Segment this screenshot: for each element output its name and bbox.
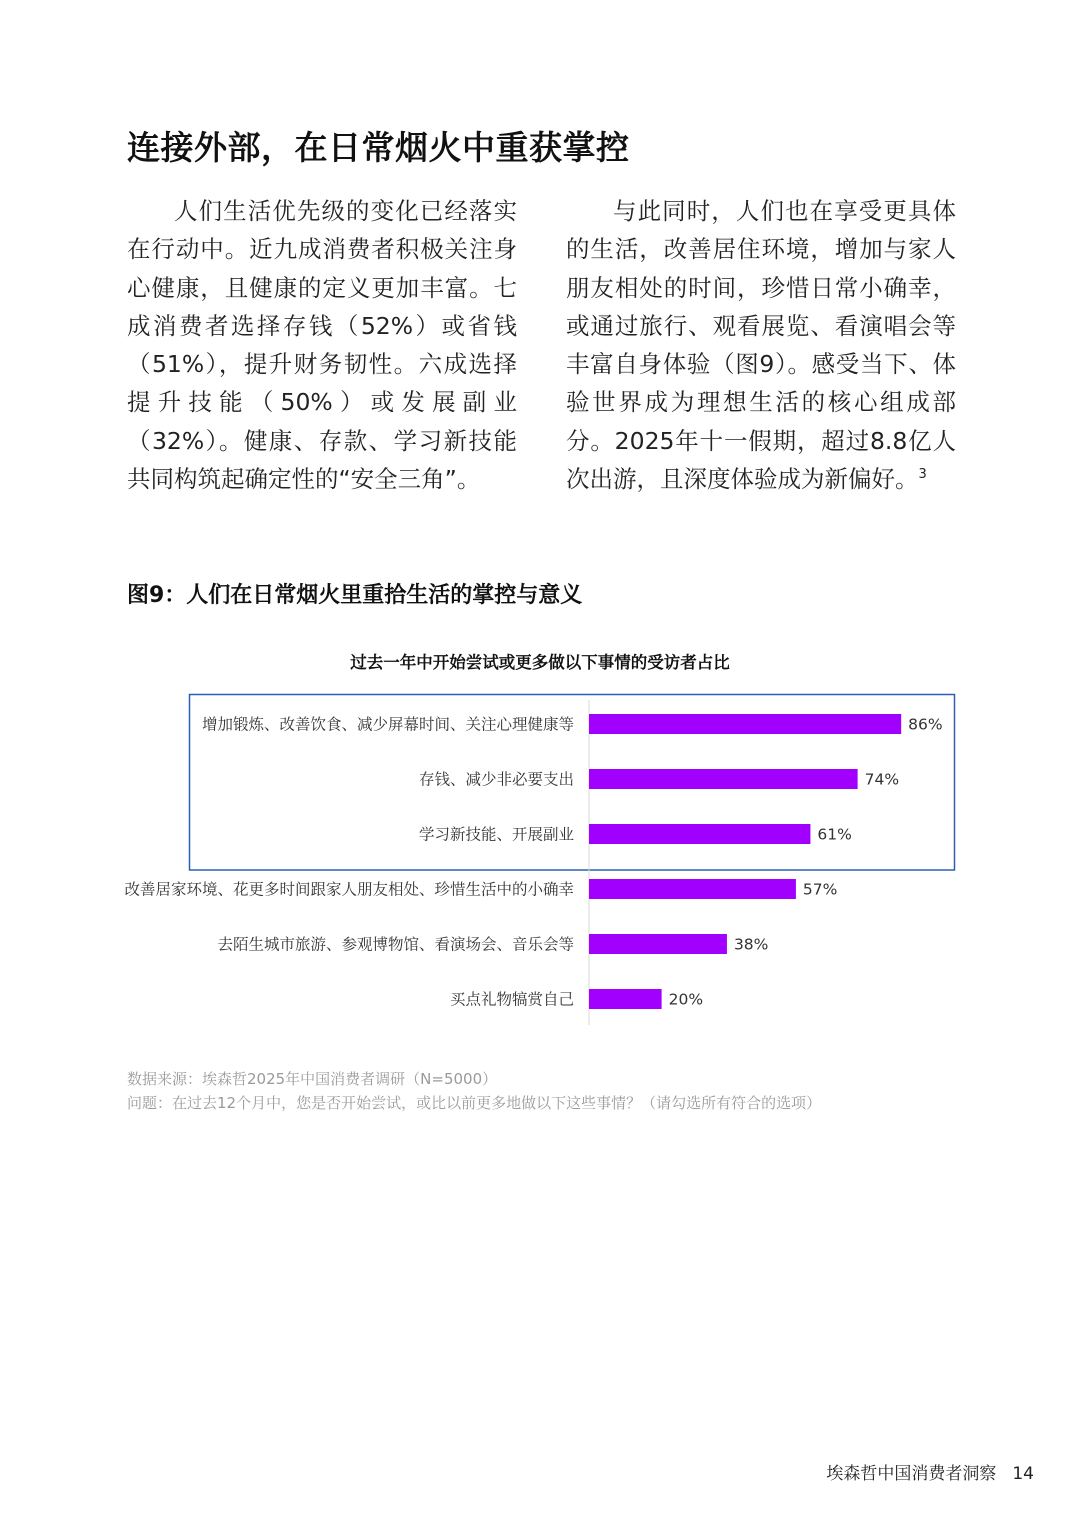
right-body-text-content: 与此同时，人们也在享受更具体的生活，改善居住环境，增加与家人朋友相处的时间，珍惜日常小确幸，或通过旅行、观看展览、看演唱会等丰富自身体验（图9）。感受当下、体验世界成为理想生活的核心组成部分。2025年十一假期，超过8.8亿人次出游，且深度体验成为新偏好。 [566,197,956,494]
question-line: 问题：在过去12个月中，您是否开始尝试，或比以前更多地做以下这些事情？（请勾选所有符合的选项） [127,1094,822,1112]
figure-title: 图9：人们在日常烟火里重拾生活的掌控与意义 [127,583,583,608]
category-label: 存钱、减少非必要支出 [418,770,574,789]
page-number: 14 [1012,1464,1034,1484]
bar [589,714,901,734]
bar [589,824,810,844]
category-label: 改善居家环境、花更多时间跟家人朋友相处、珍惜生活中的小确幸 [124,880,574,899]
bar [589,934,727,954]
value-label: 57% [802,880,838,899]
publication-name: 埃森哲中国消费者洞察 [826,1464,997,1484]
value-label: 61% [817,825,852,844]
value-label: 38% [733,935,769,954]
value-label: 20% [668,990,704,1009]
category-label: 去陌生城市旅游、参观博物馆、看演场会、音乐会等 [217,935,574,954]
source-note [127,1067,821,1115]
chart-title: 过去一年中开始尝试或更多做以下事情的受访者占比 [350,653,730,672]
category-label: 买点礼物犒赏自己 [449,990,574,1009]
right-body-text [566,192,956,498]
section-title: 连接外部，在日常烟火中重获掌控 [127,128,630,167]
bar [589,879,796,899]
category-label: 学习新技能、开展副业 [418,825,574,844]
category-label: 增加锻炼、改善饮食、减少屏幕时间、关注心理健康等 [201,715,574,734]
left-body-text: 人们生活优先级的变化已经落实在行动中。近九成消费者积极关注身心健康，且健康的定义更加丰富。七成消费者选择存钱（52%）或省钱（51%），提升财务韧性。六成选择提升技能（50%）或发展副业（32%）。健康、存款、学习新技能共同构筑起确定性的“安全三角”。 [127,197,517,494]
source-line: 数据来源：埃森哲2025年中国消费者调研（N=5000） [127,1070,498,1088]
bar [589,989,662,1009]
bar [589,769,858,789]
bar-chart [0,680,1080,1040]
value-label: 74% [864,770,900,789]
value-label: 86% [908,715,943,734]
page-footer [826,1459,1034,1484]
footnote-marker: 3 [918,467,927,483]
